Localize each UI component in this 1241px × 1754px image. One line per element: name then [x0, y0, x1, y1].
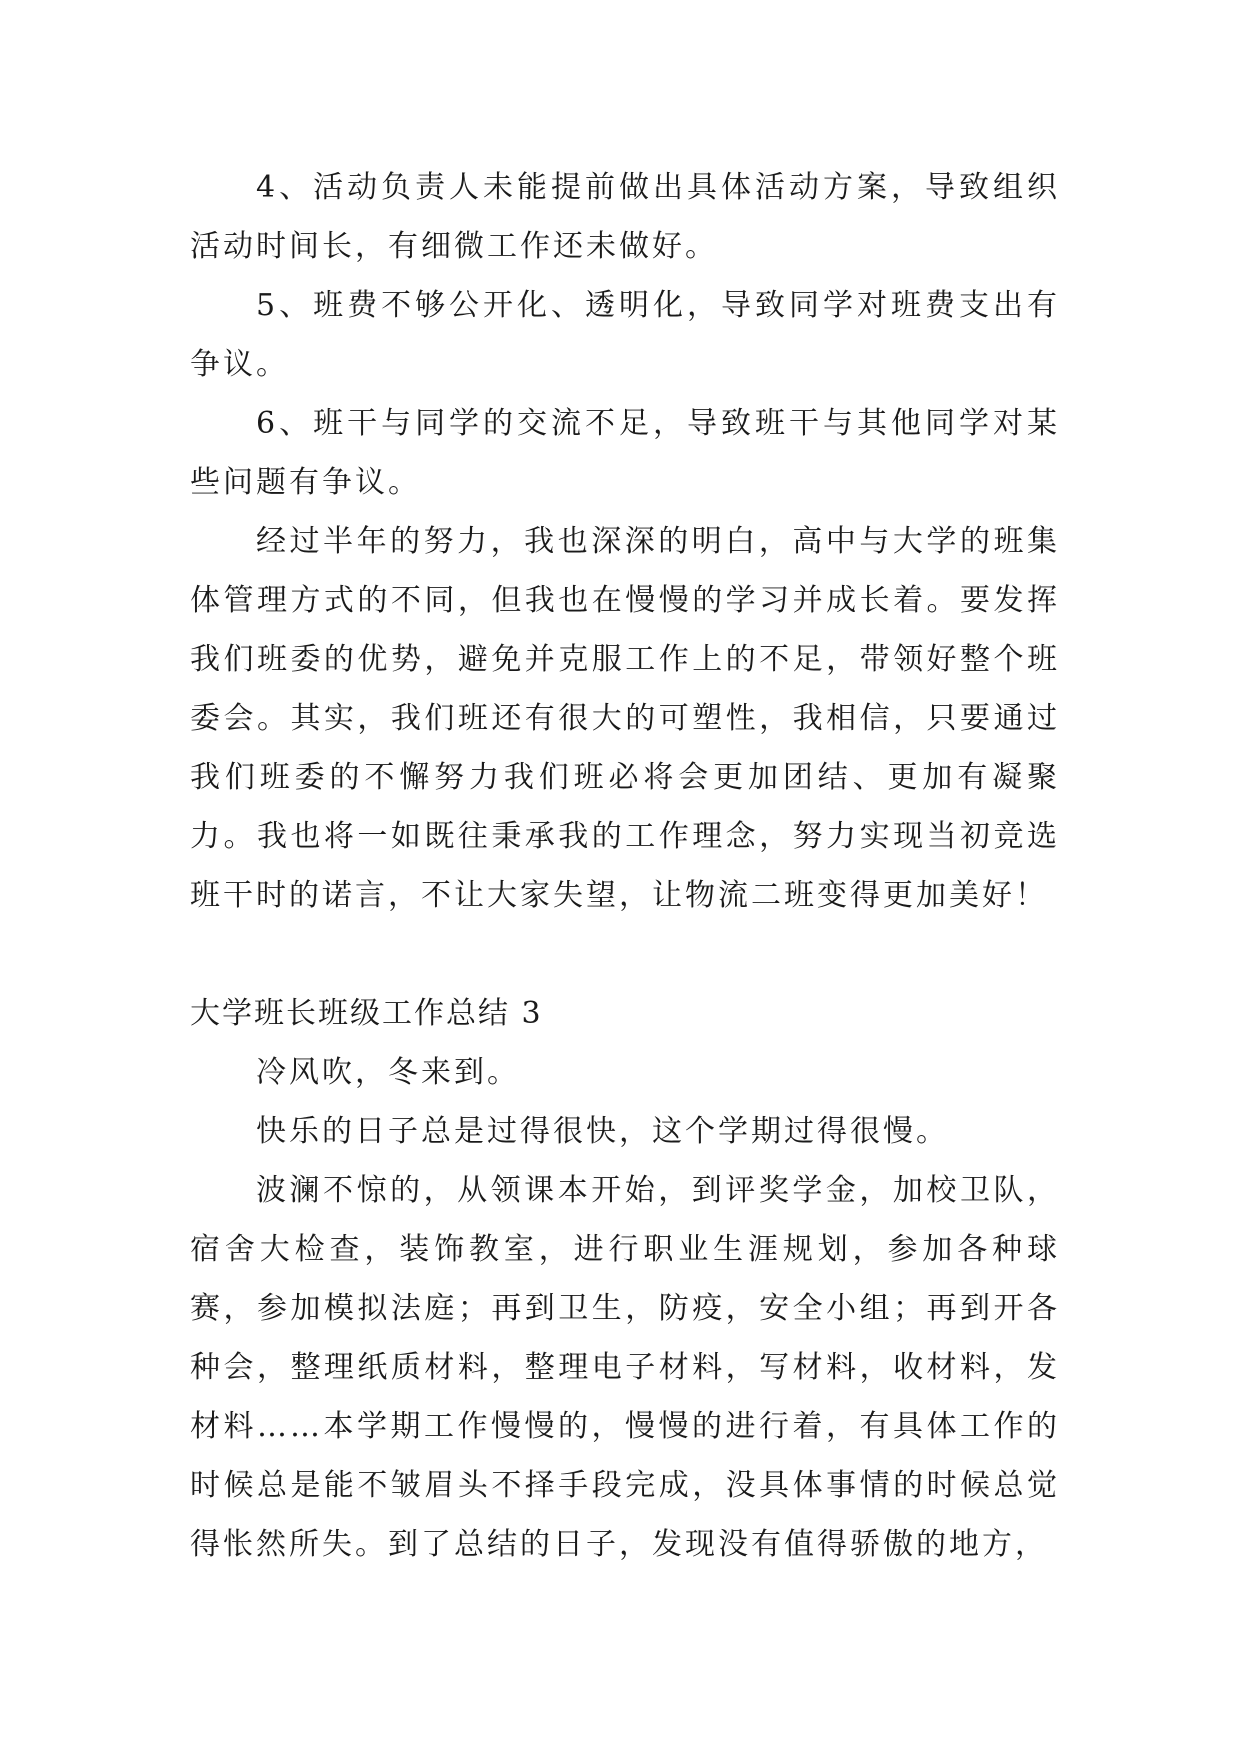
- paragraph-item-5: 5、班费不够公开化、透明化，导致同学对班费支出有争议。: [190, 288, 1060, 382]
- paragraph-item-6: 6、班干与同学的交流不足，导致班干与其他同学对某些问题有争议。: [190, 406, 1060, 500]
- paragraph-semester: 快乐的日子总是过得很快，这个学期过得很慢。: [256, 1114, 949, 1149]
- document-body: [190, 158, 1060, 1574]
- paragraph-item-4: 4、活动负责人未能提前做出具体活动方案，导致组织活动时间长，有细微工作还未做好。: [190, 170, 1060, 264]
- paragraph-conclusion: 经过半年的努力，我也深深的明白，高中与大学的班集体管理方式的不同，但我也在慢慢的学习并成长着。要发挥我们班委的优势，避免并克服工作上的不足，带领好整个班委会。其实，我们班还有很大的可塑性，我相信，只要通过我们班委的不懈努力我们班必将会更加团结、更加有凝聚力。我也将一如既往秉承我的工作理念，努力实现当初竞选班干时的诺言，不让大家失望，让物流二班变得更加美好！: [190, 524, 1060, 913]
- section-title: 大学班长班级工作总结 3: [190, 996, 543, 1031]
- paragraph-opening: 冷风吹，冬来到。: [256, 1055, 520, 1090]
- paragraph-activities: 波澜不惊的，从领课本开始，到评奖学金，加校卫队，宿舍大检查，装饰教室，进行职业生涯规划，参加各种球赛，参加模拟法庭；再到卫生，防疫，安全小组；再到开各种会，整理纸质材料，整理电子材料，写材料，收材料，发材料……本学期工作慢慢的，慢慢的进行着，有具体工作的时候总是能不皱眉头不择手段完成，没具体事情的时候总觉得怅然所失。到了总结的日子，发现没有值得骄傲的地方，: [190, 1173, 1060, 1562]
